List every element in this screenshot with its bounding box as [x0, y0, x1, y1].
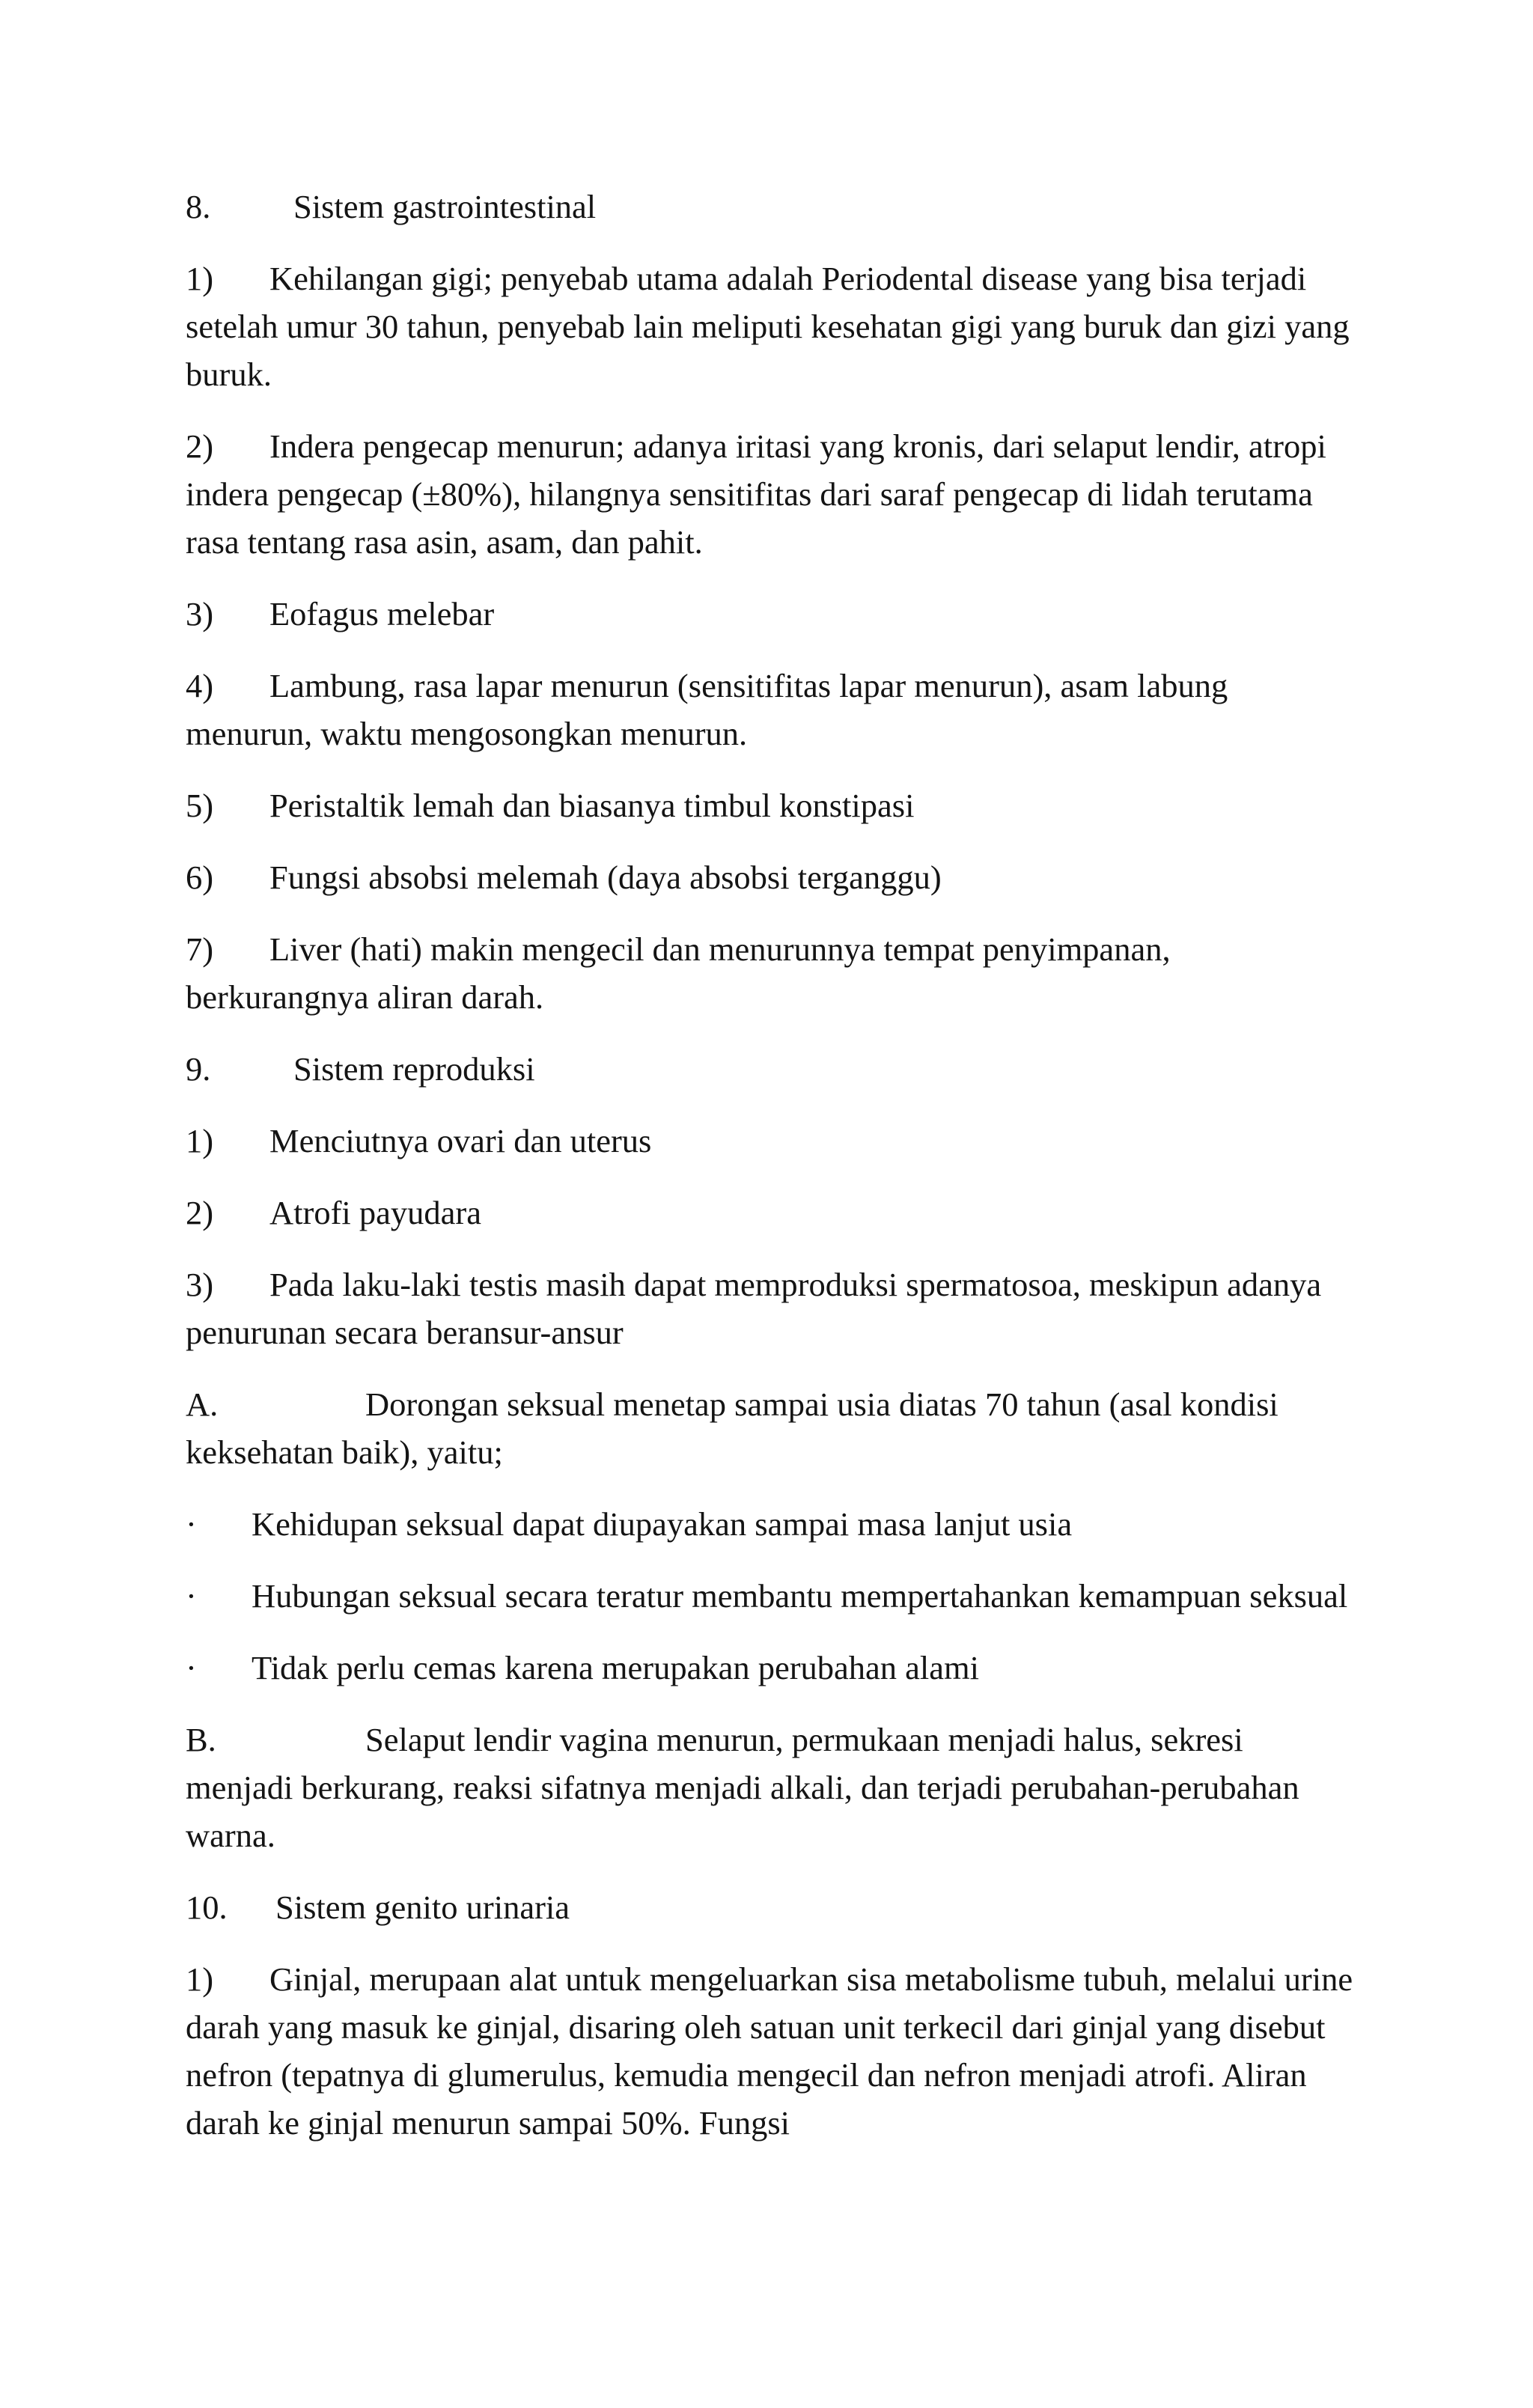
item-text: Peristaltik lemah dan biasanya timbul konstipasi: [269, 787, 915, 824]
item-text: Hubungan seksual secara teratur membantu mempertahankan kemampuan seksual: [252, 1577, 1348, 1615]
bullet-item: [186, 1644, 1353, 1692]
list-item: [186, 1117, 1353, 1165]
list-item: [186, 925, 1353, 1021]
section-number: 10.: [186, 1889, 228, 1926]
item-text: Lambung, rasa lapar menurun (sensitifitas lapar menurun), asam labung menurun, waktu mengosongkan menurun.: [186, 667, 1228, 752]
list-item: [186, 422, 1353, 566]
section-number: 9.: [186, 1050, 211, 1088]
bullet-item: [186, 1500, 1353, 1548]
item-number: 2): [186, 1194, 214, 1231]
section-heading-gastrointestinal: [186, 183, 1353, 231]
item-number: 2): [186, 427, 214, 465]
item-text: Atrofi payudara: [269, 1194, 481, 1231]
item-number: 4): [186, 667, 214, 704]
item-number: 1): [186, 260, 214, 297]
item-number: 1): [186, 1122, 214, 1159]
item-text: Indera pengecap menurun; adanya iritasi yang kronis, dari selaput lendir, atropi indera pengecap (±80%), hilangnya sensitifitas dari saraf pengecap di lidah terutama rasa tentang rasa asin, asam, dan pahit.: [186, 427, 1326, 561]
item-text: Kehidupan seksual dapat diupayakan sampai masa lanjut usia: [252, 1505, 1073, 1543]
item-letter: B.: [186, 1721, 216, 1758]
item-text: Eofagus melebar: [269, 595, 495, 633]
item-text: Menciutnya ovari dan uterus: [269, 1122, 652, 1159]
item-text: Kehilangan gigi; penyebab utama adalah Periodental disease yang bisa terjadi setelah umur 30 tahun, penyebab lain meliputi kesehatan gigi yang buruk dan gizi yang buruk.: [186, 260, 1350, 393]
list-item: [186, 1261, 1353, 1356]
list-item: [186, 853, 1353, 901]
item-text: Fungsi absobsi melemah (daya absobsi terganggu): [269, 859, 942, 896]
item-number: 6): [186, 859, 214, 896]
section-title: Sistem genito urinaria: [275, 1889, 570, 1926]
list-item: [186, 1189, 1353, 1237]
item-number: 1): [186, 1960, 214, 1998]
list-item: [186, 781, 1353, 829]
item-number: 3): [186, 595, 214, 633]
lettered-item: [186, 1716, 1353, 1859]
list-item: [186, 590, 1353, 638]
list-item: [186, 1955, 1353, 2147]
bullet-marker: ·: [186, 1505, 197, 1543]
item-number: 3): [186, 1266, 214, 1303]
item-number: 5): [186, 787, 214, 824]
item-text: Ginjal, merupaan alat untuk mengeluarkan sisa metabolisme tubuh, melalui urine darah yang masuk ke ginjal, disaring oleh satuan unit terkecil dari ginjal yang disebut nefron (tepatnya di glumerulus, kemudia mengecil dan nefron menjadi atrofi. Aliran darah ke ginjal menurun sampai 50%. Fungsi: [186, 1960, 1353, 2142]
item-text: Pada laku-laki testis masih dapat memproduksi spermatosoa, meskipun adanya penurunan secara beransur-ansur: [186, 1266, 1322, 1351]
bullet-item: [186, 1572, 1353, 1620]
bullet-marker: ·: [186, 1649, 197, 1686]
section-number: 8.: [186, 188, 211, 225]
item-text: Dorongan seksual menetap sampai usia diatas 70 tahun (asal kondisi keksehatan baik), yaitu;: [186, 1386, 1278, 1471]
section-heading-genito-urinaria: [186, 1883, 1353, 1931]
bullet-marker: ·: [186, 1577, 197, 1615]
item-text: Selaput lendir vagina menurun, permukaan menjadi halus, sekresi menjadi berkurang, reaksi sifatnya menjadi alkali, dan terjadi perubahan-perubahan warna.: [186, 1721, 1299, 1854]
section-title: Sistem gastrointestinal: [293, 188, 597, 225]
item-letter: A.: [186, 1386, 219, 1423]
list-item: [186, 662, 1353, 758]
list-item: [186, 254, 1353, 398]
item-number: 7): [186, 930, 214, 968]
item-text: Tidak perlu cemas karena merupakan perubahan alami: [252, 1649, 980, 1686]
section-title: Sistem reproduksi: [293, 1050, 535, 1088]
section-heading-reproduksi: [186, 1045, 1353, 1093]
lettered-item: [186, 1380, 1353, 1476]
item-text: Liver (hati) makin mengecil dan menurunnya tempat penyimpanan, berkurangnya aliran darah.: [186, 930, 1171, 1016]
document-page: [186, 183, 1353, 2171]
